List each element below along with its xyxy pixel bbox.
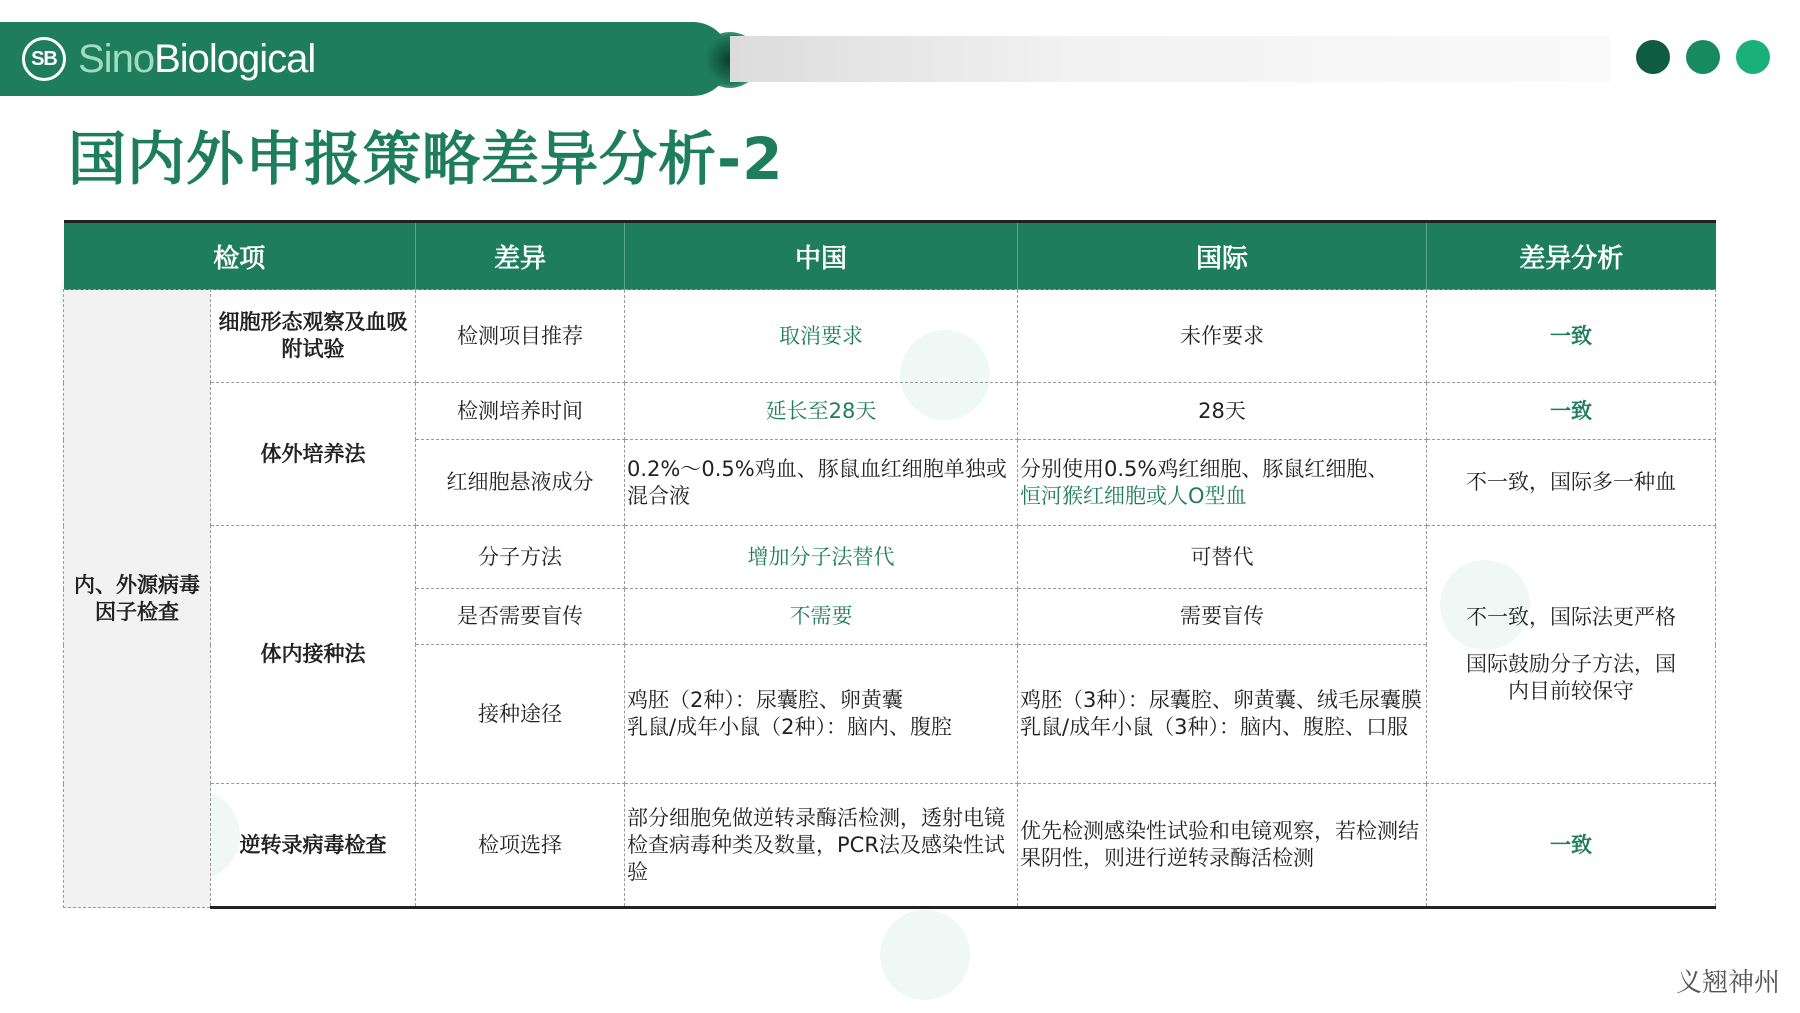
item-cell: 检项选择 bbox=[416, 784, 625, 908]
intl-cell bbox=[1018, 440, 1427, 526]
header-cell: 中国 bbox=[625, 222, 1018, 290]
intl-cell: 需要盲传 bbox=[1018, 589, 1427, 645]
china-cell: 延长至28天 bbox=[625, 383, 1018, 440]
item-cell: 接种途径 bbox=[416, 645, 625, 784]
header-cell: 差异 bbox=[416, 222, 625, 290]
company-logo bbox=[22, 34, 315, 84]
subgroup-cell: 体内接种法 bbox=[211, 526, 416, 784]
item-cell: 红细胞悬液成分 bbox=[416, 440, 625, 526]
china-cell: 0.2%～0.5%鸡血、豚鼠血红细胞单独或混合液 bbox=[625, 440, 1018, 526]
page-title: 国内外申报策略差异分析-2 bbox=[68, 125, 784, 193]
dot-dark bbox=[1636, 40, 1670, 74]
watermark-circle bbox=[880, 910, 970, 1000]
intl-cell: 未作要求 bbox=[1018, 290, 1427, 383]
intl-text: 鸡胚（3种）：尿囊腔、卵黄囊、绒毛尿囊膜 bbox=[1020, 688, 1422, 712]
china-text: 鸡胚（2种）：尿囊腔、卵黄囊 bbox=[627, 688, 903, 712]
analysis-cell bbox=[1427, 526, 1716, 784]
table-header-row bbox=[64, 222, 1716, 290]
intl-text: 乳鼠/成年小鼠（3种）：脑内、腹腔、口服 bbox=[1020, 715, 1408, 739]
dot-mid bbox=[1686, 40, 1720, 74]
table-row bbox=[64, 526, 1716, 589]
intl-cell: 优先检测感染性试验和电镜观察，若检测结果阴性，则进行逆转录酶活检测 bbox=[1018, 784, 1427, 908]
china-cell: 增加分子法替代 bbox=[625, 526, 1018, 589]
analysis-cell: 不一致，国际多一种血 bbox=[1427, 440, 1716, 526]
analysis-note: 国际鼓励分子方法，国内目前较保守 bbox=[1466, 652, 1677, 703]
china-cell: 取消要求 bbox=[625, 290, 1018, 383]
header-cell: 检项 bbox=[64, 222, 416, 290]
table-row bbox=[64, 784, 1716, 908]
item-cell: 是否需要盲传 bbox=[416, 589, 625, 645]
logo-text bbox=[78, 37, 315, 82]
china-cell: 部分细胞免做逆转录酶活检测，透射电镜检查病毒种类及数量，PCR法及感染性试验 bbox=[625, 784, 1018, 908]
china-text: 乳鼠/成年小鼠（2种）：脑内、腹腔 bbox=[627, 715, 952, 739]
logo-text-sino: Sino bbox=[78, 36, 155, 81]
logo-badge: SB bbox=[22, 37, 66, 81]
footer-label: 义翘神州 bbox=[1675, 968, 1780, 998]
item-cell: 分子方法 bbox=[416, 526, 625, 589]
analysis-cell: 一致 bbox=[1427, 383, 1716, 440]
intl-cell: 28天 bbox=[1018, 383, 1427, 440]
table-row bbox=[64, 383, 1716, 440]
comparison-table bbox=[63, 220, 1716, 909]
header-line bbox=[730, 36, 1610, 82]
logo-text-biological: Biological bbox=[154, 36, 316, 81]
table-row bbox=[64, 290, 1716, 383]
subgroup-cell bbox=[211, 290, 416, 383]
analysis-text: 不一致，国际法更严格 bbox=[1466, 605, 1677, 629]
subgroup-label: 细胞形态观察及血吸附试验 bbox=[218, 310, 408, 361]
group-label: 内、外源病毒因子检查 bbox=[74, 572, 200, 624]
analysis-cell: 一致 bbox=[1427, 784, 1716, 908]
header-cell: 差异分析 bbox=[1427, 222, 1716, 290]
intl-cell: 可替代 bbox=[1018, 526, 1427, 589]
intl-text: 分别使用0.5%鸡红细胞、豚鼠红细胞、 bbox=[1020, 456, 1389, 481]
china-cell: 不需要 bbox=[625, 589, 1018, 645]
china-cell bbox=[625, 645, 1018, 784]
item-cell: 检测培养时间 bbox=[416, 383, 625, 440]
decorative-dots bbox=[1636, 40, 1770, 74]
analysis-cell: 一致 bbox=[1427, 290, 1716, 383]
subgroup-cell: 逆转录病毒检查 bbox=[211, 784, 416, 908]
dot-light bbox=[1736, 40, 1770, 74]
intl-text-highlight: 恒河猴红细胞或人O型血 bbox=[1020, 483, 1247, 508]
group-cell bbox=[64, 290, 211, 908]
header-cell: 国际 bbox=[1018, 222, 1427, 290]
intl-cell bbox=[1018, 645, 1427, 784]
item-cell: 检测项目推荐 bbox=[416, 290, 625, 383]
subgroup-cell: 体外培养法 bbox=[211, 383, 416, 526]
